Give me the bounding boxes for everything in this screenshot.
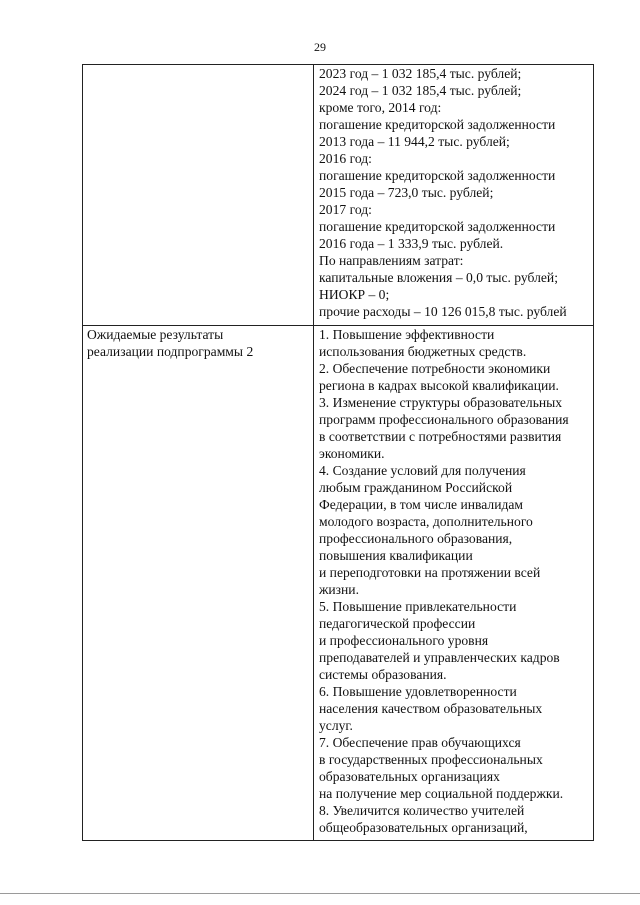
text-line: профессионального образования,: [319, 531, 513, 546]
text-line: 2023 год – 1 032 185,4 тыс. рублей;: [319, 66, 522, 81]
text-line: 8. Увеличится количество учителей: [319, 803, 525, 818]
row-2-label-cell: [83, 326, 314, 841]
text-line: образовательных организациях: [319, 769, 500, 784]
document-table: [82, 64, 594, 841]
text-line: молодого возраста, дополнительного: [319, 514, 533, 529]
text-line: По направлениям затрат:: [319, 253, 464, 268]
text-line: в соответствии с потребностями развития: [319, 429, 562, 444]
text-line: населения качеством образовательных: [319, 701, 543, 716]
row-1-value-cell: [314, 65, 594, 326]
text-line: повышения квалификации: [319, 548, 473, 563]
text-line: системы образования.: [319, 667, 447, 682]
text-line: погашение кредиторской задолженности: [319, 117, 556, 132]
text-line: 2017 год:: [319, 202, 372, 217]
text-line: погашение кредиторской задолженности: [319, 219, 556, 234]
text-line: 7. Обеспечение прав обучающихся: [319, 735, 521, 750]
text-line: услуг.: [319, 718, 353, 733]
text-line: 2. Обеспечение потребности экономики: [319, 361, 551, 376]
text-line: на получение мер социальной поддержки.: [319, 786, 564, 801]
text-line: погашение кредиторской задолженности: [319, 168, 556, 183]
text-line: кроме того, 2014 год:: [319, 100, 442, 115]
text-line: жизни.: [319, 582, 359, 597]
text-line: и переподготовки на протяжении всей: [319, 565, 541, 580]
text-line: 2024 год – 1 032 185,4 тыс. рублей;: [319, 83, 522, 98]
text-line: 5. Повышение привлекательности: [319, 599, 517, 614]
text-line: 2016 года – 1 333,9 тыс. рублей.: [319, 236, 504, 251]
label-line: Ожидаемые результаты: [87, 327, 224, 342]
text-line: преподавателей и управленческих кадров: [319, 650, 560, 665]
table-row: [83, 326, 594, 841]
text-line: 2016 год:: [319, 151, 372, 166]
text-line: прочие расходы – 10 126 015,8 тыс. рублей: [319, 304, 567, 319]
text-line: 2015 года – 723,0 тыс. рублей;: [319, 185, 494, 200]
page-bottom-divider: [0, 893, 640, 894]
text-line: 6. Повышение удовлетворенности: [319, 684, 517, 699]
text-line: 3. Изменение структуры образовательных: [319, 395, 563, 410]
row-1-label-cell: [83, 65, 314, 326]
text-line: общеобразовательных организаций,: [319, 820, 528, 835]
page-number: 29: [314, 40, 326, 54]
text-line: использования бюджетных средств.: [319, 344, 527, 359]
text-line: педагогической профессии: [319, 616, 476, 631]
row-2-value-cell: [314, 326, 594, 841]
text-line: НИОКР – 0;: [319, 287, 390, 302]
text-line: экономики.: [319, 446, 385, 461]
text-line: программ профессионального образования: [319, 412, 569, 427]
label-line: реализации подпрограммы 2: [87, 344, 254, 359]
text-line: 2013 года – 11 944,2 тыс. рублей;: [319, 134, 510, 149]
text-line: капитальные вложения – 0,0 тыс. рублей;: [319, 270, 558, 285]
text-line: региона в кадрах высокой квалификации.: [319, 378, 559, 393]
text-line: 4. Создание условий для получения: [319, 463, 526, 478]
text-line: 1. Повышение эффективности: [319, 327, 495, 342]
table-row: [83, 65, 594, 326]
text-line: и профессионального уровня: [319, 633, 489, 648]
text-line: Федерации, в том числе инвалидам: [319, 497, 524, 512]
text-line: любым гражданином Российской: [319, 480, 513, 495]
text-line: в государственных профессиональных: [319, 752, 543, 767]
